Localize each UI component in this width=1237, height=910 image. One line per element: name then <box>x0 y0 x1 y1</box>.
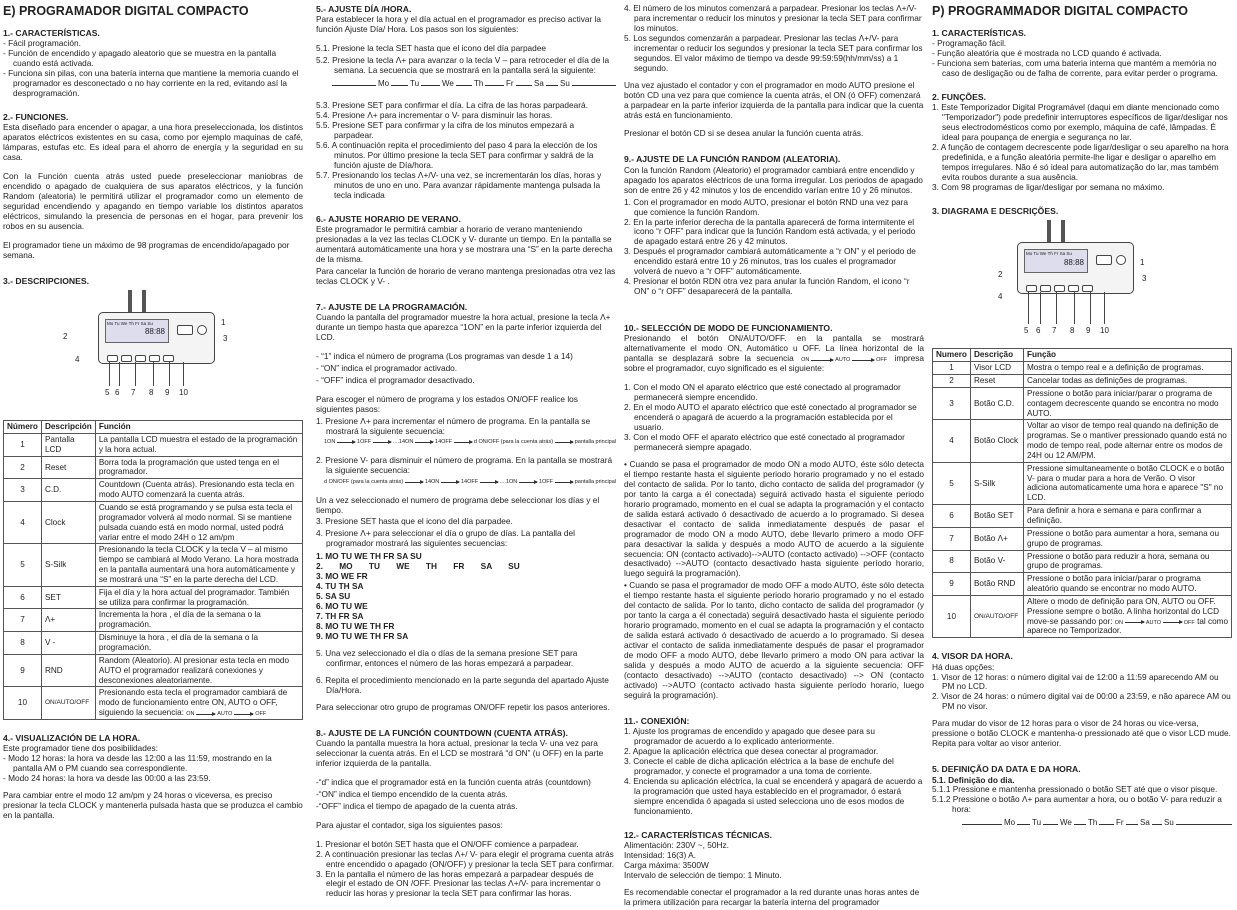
table-row: 9 RND Random (Aleatorio). Al presionar esta tecla en modo AUTO el programador realizará conexiones y desconexiones aleatoriamente. <box>4 654 303 687</box>
heading-features: 1.- CARACTERÍSTICAS. <box>3 28 100 38</box>
bullet: • Cuando se pasa el programador de modo ON a modo AUTO, éste sólo detecta el tiempo restante hasta el siguiente periodo horario programado y no el estado del contacto de salida. Por lo tanto, dicho contacto de salida del programador (y por tanto la carga a él conectada) seguirá activado hasta el siguiente periodo horario programado, momento en el cual se adapta la programación y el contacto de salida estará activado ó desactivado de acuerdo a lo programado. Si desea desactivar el contacto de salida inmediatamente después de pasar el programador de modo ON a modo AUTO, debe llevarlo primero a modo OFF para desactivar la salida y después a modo AUTO de acuerdo a la siguiente secuencia: ON (contacto activado)-->AUTO (contacto activado) -->OFF (contacto desactivado) -->AUTO (contacto desactivado hasta siguiente período horario, luego seguirá la programación). <box>624 458 924 579</box>
feature-item: - Función de encendido y apagado aleatorio que se muestra en la pantalla cuando está activada. <box>3 48 277 69</box>
table-row: 1 Visor LCD Mostra o tempo real e a definição de programas. <box>933 362 1232 375</box>
spec: Intensidad: 16(3) A. <box>624 849 696 860</box>
step: 5. Una vez seleccionado el día o días de la semana presione SET para confirmar, entonces el número de las horas empezará a parpadear. <box>316 647 578 668</box>
spec: Intervalo de selección de tiempo: 1 Minuto. <box>624 869 782 880</box>
day-group: 4. TU TH SA <box>316 581 364 592</box>
plug-pin <box>1061 220 1065 242</box>
spec: Alimentación: 230V ~, 50Hz. <box>624 840 729 851</box>
paragraph: Para ajustar el contador, siga los siguientes pasos: <box>316 819 503 830</box>
text-line: -“OFF” indica el tiempo de apagado de la cuenta atrás. <box>316 800 518 811</box>
heading: 12.- CARACTERÍSTICAS TÉCNICAS. <box>624 829 773 840</box>
paragraph: Para establecer la hora y el día actual en el programador es preciso activar la función Ajuste Día/ Hora. Los pasos son los siguientes: <box>316 14 602 35</box>
paragraph: Para escoger el número de programa y los estados ON/OFF realice los siguientes pasos: <box>316 393 578 414</box>
leader-line <box>1090 292 1091 324</box>
step: 2. A continuación presionar las teclas Λ+/ V- para elegir el programa cuenta atrás entre encendido o apagado (ON/OFF) y presionar la tecla SET para confirmar. <box>316 848 615 869</box>
table-row: 2 Reset Cancelar todas as definições de programas. <box>933 375 1232 388</box>
table-row: 4 Clock Cuando se está programando y se pulsa esta tecla el programador volverá al modo normal. Si se mantiene pulsada cuando está en modo normal, usted podrá variar entre el modo 24H o 12 am/pm <box>4 502 303 544</box>
device-button <box>197 325 207 335</box>
lcd-screen: Mo Tu We Th Fr Sa Su 88:88 <box>1024 249 1088 273</box>
leader-line <box>109 362 110 386</box>
table-row: 3 Botão C.D. Pressione o botão para iniciar/parar o programa de contagem decrescente quando se encontra no modo AUTO. <box>933 387 1232 420</box>
table-row: 8 Botão V- Pressione o botão para reduzir a hora, semana ou grupo de programas. <box>933 550 1232 573</box>
plug-pin <box>142 290 146 312</box>
step: 1. Visor de 12 horas: o número digital vai de 12:00 a 11:59 aparecendo AM ou PM no LCD. <box>932 671 1219 692</box>
paragraph: Este programador le permitirá cambiar a horario de verano manteniendo presionadas a la vez las teclas CLOCK y V- durante un tiempo. En la pantalla se aumentará automáticamente una hora y se mostrara una “S” en la parte derecha de la misma. <box>316 223 613 264</box>
device-button <box>1096 255 1112 265</box>
device-button <box>1068 285 1079 292</box>
step: 6. Repita el procedimiento mencionado en la parte segunda del apartado Ajuste Día/Hora. <box>316 674 609 695</box>
table-row: 10 ON/AUTO/OFF Presionando esta tecla el programador cambiará de modo de funcionamiento entre ON, AUTO o OFF, siguiendo la secuencia: ON AUTO OFF <box>4 687 303 720</box>
plug-pin <box>128 290 132 312</box>
device-button <box>1116 255 1126 265</box>
heading: 10.- SELECCIÓN DE MODO DE FUNCIONAMIENTO. <box>624 323 833 334</box>
step: 3. Presione SET hasta que el icono del día parpadee. <box>316 516 513 527</box>
col-header: Número <box>4 421 42 434</box>
program-sequence-down: d ON/OFF (para la cuenta atrás) 14ON 14OFF ....1ON 1OFF pantalla principal <box>324 478 617 485</box>
lcd-screen: Mo Tu We Th Fr Sa Su 88:88 <box>105 319 169 343</box>
table-row: 7 Botão Λ+ Pressione o botão para aumentar a hora, semana ou grupo de programas. <box>933 527 1232 550</box>
step: 3. Con el modo OFF el aparato eléctrico que esté conectado al programador permanecerá siempre apagado. <box>624 432 905 452</box>
device-button <box>177 325 193 335</box>
device-button <box>163 355 174 362</box>
day-group: 2. MO TU WE TH FR SA SU <box>316 561 520 572</box>
col-header: Función <box>95 421 302 434</box>
table-row: 9 Botão RND Pressione o botão para iniciar/parar o programa aleatório quando se encontrar no modo AUTO. <box>933 573 1232 596</box>
feature-item: - Funciona sem baterias, com uma bateria interna que mantém a memória no caso de desligação ou de falha de corrente, para evitar perder o programa. <box>932 58 1218 79</box>
day-group: 9. MO TU WE TH FR SA <box>316 630 409 641</box>
step: 2. En la parte inferior derecha de la pantalla aparecerá de forma intermitente el icono “r OFF” para indicar que la función Random está activada, y el periodo de apagado estará entre 26 y 42 minutos. <box>624 216 916 247</box>
step: 1. Este Temporizador Digital Programável (daqui em diante mencionado como "Temporizador") pode predefinir interruptores específicos de ligar/desligar nos seus electrodomésticos como por exemplo, máquina de café, lâmpadas. É ideal para poupança de energia e segurança no lar. <box>932 102 1228 143</box>
col-header: Função <box>1023 349 1231 362</box>
leader-line <box>1028 292 1029 324</box>
step: 3. En la pantalla el número de las horas empezará a parpadear después de elegir el estado de ON /OFF. Presionar las teclas Λ+/V- para incrementar o reducir las horas y presionar la tecla SET para confirmar las horas. <box>316 868 601 899</box>
step: 2. Visor de 24 horas: o número digital vai de 00:00 a 23:59, e não aparece AM ou PM no visor. <box>932 691 1231 712</box>
table-row: 1 Pantalla LCD La pantalla LCD muestra el estado de la programación y la hora actual. <box>4 433 303 456</box>
step: 2. En el modo AUTO el aparato eléctrico que esté conectado al programador se encenderá o apagará de acuerdo a la programación establecida por el usuario. <box>624 402 917 433</box>
title-pt: P) PROGRAMMADOR DIGITAL COMPACTO <box>932 4 1189 18</box>
paragraph: Cuando la pantalla del programador muestre la hora actual, presione la tecla Λ+ durante un tiempo hasta que aparezca “1ON” en la parte inferior izquierda del LCD. <box>316 311 611 342</box>
paragraph: Esta diseñado para encender o apagar, a una hora preseleccionada, los distintos aparatos eléctricos existentes en su casa, como por ejemplo maquinas de café, lámparas, estufas etc. Es ideal para el ahorro de energía y la seguridad en su casa. <box>3 122 303 163</box>
feature-item: - Funciona sin pilas, con una batería interna que mantiene la memoria cuando el programador es desconectado o no hay corriente en la red, evitando así la desprogramación. <box>3 68 299 99</box>
heading-time-display: 4.- VISUALIZACIÓN DE LA HORA. <box>3 732 141 743</box>
program-sequence-up: 1ON 1OFF ....14ON 14OFF d ON/OFF (para la cuenta atrás) pantalla principal <box>324 439 617 446</box>
device-button <box>121 355 132 362</box>
step: 5.3. Presione SET para confirmar el día. La cifra de las horas parpadeará. <box>316 100 588 111</box>
text-line: - “OFF” indica el programador desactivado. <box>316 374 475 385</box>
paragraph: Cuando la pantalla muestra la hora actual, presionar la tecla V- una vez para seleccionar la cuenta atrás. En el LCD se mostrará “d ON” (u OFF) en la parte inferior izquierda de la pantalla. <box>316 738 604 768</box>
step: 5.1.2 Pressione o botão Λ+ para aumentar a hora, ou o botão V- para reduzir a hora: <box>932 794 1222 815</box>
step: 1. Presione Λ+ para incrementar el número de programa. En la pantalla se mostrará la siguiente secuencia: <box>316 415 591 436</box>
table-row: 6 SET Fija el día y la hora actual del programador. También se utiliza para confirmar la programación. <box>4 586 303 609</box>
leader-line <box>1040 292 1041 324</box>
device-diagram: Mo Tu We Th Fr Sa Su 88:88 1 2 3 4 5 6 7 8 9 10 <box>43 290 263 420</box>
heading-descriptions: 3.- DESCRIPCIONES. <box>3 275 89 286</box>
paragraph: Para mudar do visor de 12 horas para o visor de 24 horas ou vice-versa, pressione o botão CLOCK e mantenha-o pressionado até que o visor LCD mude. Repita para voltar ao visor anterior. <box>932 718 1231 749</box>
day-group: 8. MO TU WE TH FR <box>316 621 395 632</box>
step: 5.4. Presione Λ+ para incrementar o V- para disminuir las horas. <box>316 110 553 121</box>
step: 2. A função de contagem decrescente pode ligar/desligar o seu aparelho na hora predefinida, e a função aleatória permite-lhe ligar e desligar o aparelho em tempos irregulares. Não é só ideal para automatização do lar, mas também evita roubos durante a sua ausência. <box>932 142 1229 183</box>
paragraph: Para seleccionar otro grupo de programas ON/OFF repetir los pasos anteriores. <box>316 701 610 712</box>
device-diagram: Mo Tu We Th Fr Sa Su 88:88 1 2 3 4 5 6 7 8 9 10 <box>962 220 1182 348</box>
day-sequence: Mo Tu We Th Fr Sa Su <box>332 78 616 92</box>
descriptions-table <box>3 420 303 720</box>
table-row: 10 ON/AUTO/OFF Altere o modo de definição para ON, AUTO ou OFF. Pressione sempre o botão. A linha horizontal do LCD move-se passando por: ON AUTO OFF tal como aparece no Temporizador. <box>933 595 1232 637</box>
day-group: 6. MO TU WE <box>316 601 368 612</box>
table-row: 8 V - Disminuye la hora , el día de la semana o la programación. <box>4 632 303 655</box>
paragraph: El programador tiene un máximo de 98 programas de encendido/apagado por semana. <box>3 239 290 260</box>
column-portuguese <box>932 4 1232 833</box>
paragraph: Para cambiar entre el modo 12 am/pm y 24 horas o viceversa, es preciso presionar la tecla CLOCK y mantenerla pulsada hasta que se produzca el cambio en la pantalla. <box>3 790 303 820</box>
col-header: Descripción <box>41 421 95 434</box>
device-button <box>1040 285 1051 292</box>
step: 5.7. Presionando los teclas Λ+/V- una vez, se incrementarán los días, horas y minutos de uno en uno. Para avanzar rápidamente mantenga pulsada la tecla indicada <box>316 169 602 200</box>
leader-line <box>135 362 136 386</box>
step: 1. Con el programador en modo AUTO, presionar el botón RND una vez para que comience la función Random. <box>624 196 908 217</box>
table-row: 7 Λ+ Incrementa la hora , el día de la semana o la programación. <box>4 609 303 632</box>
heading: 3. DIAGRAMA E DESCRIÇÕES. <box>932 206 1059 217</box>
heading: 7.- AJUSTE DE LA PROGRAMACIÓN. <box>316 301 468 312</box>
bullet: • Cuando se pasa el programador de modo OFF a modo AUTO, éste sólo detecta el tiempo restante hasta el siguiente periodo horario programado y no el estado del contacto de salida. Por lo tanto, dicho contacto de salida del programador (y por tanto la carga a él conectada) seguirá desactivado hasta el siguiente periodo horario programado, momento en el cual se adapta la programación y el contacto de salida estará activado ó desactivado de acuerdo a lo programado. Si desea activar el contacto de salida inmediatamente después de pasar el programador de modo OFF a modo AUTO, debe llevarlo primero a modo ON para activar la salida y después a modo AUTO de acuerdo a la siguiente secuencia: OFF (contacto desactivado) -->AUTO (contacto desactivado) --> ON (contacto activado) -->AUTO (contacto activado hasta siguiente período horario, luego seguirá la programación). <box>624 580 924 700</box>
step: 5.6. A continuación repita el procedimiento del paso 4 para la elección de los minutos. Por último presione la tecla SET para confirmar y saldrá de la función ajuste de Día/hora. <box>316 139 598 170</box>
leader-line <box>153 362 154 386</box>
text-line: Há duas opções: <box>932 661 995 672</box>
text-line: - Modo 12 horas: la hora va desde las 12:00 a las 11:59, mostrando en la pantalla AM o PM cuando sea correspondiente. <box>3 753 272 774</box>
paragraph: Una vez ajustado el contador y con el programador en modo AUTO presione el botón CD una vez para que comience la cuenta atrás, el ON (ó OFF) comenzará a parpadear en la parte inferior izquierda de la pantalla para indicar que la cuenta atrás está en funcionamiento. <box>624 79 924 120</box>
step: 5.1. Presione la tecla SET hasta que el icono del día parpadee <box>316 43 547 54</box>
device-button <box>1054 285 1065 292</box>
text-line: -“ON” indica el tiempo encendido de la cuenta atrás. <box>316 788 508 799</box>
text-line: - Modo 24 horas: la hora va desde las 00:00 a las 23:59. <box>3 773 211 784</box>
table-row: 3 C.D. Countdown (Cuenta atrás). Presionando esta tecla en modo AUTO comenzará la cuenta atrás. <box>4 479 303 502</box>
day-group: 3. MO WE FR <box>316 571 368 582</box>
device-button <box>135 355 146 362</box>
device-body <box>98 312 215 364</box>
heading-functions: 2.- FUNCIONES. <box>3 112 69 123</box>
step: 3. Conecte el cable de dicha aplicación eléctrica a la base de enchufe del programador, y conecte el programador a una toma de corriente. <box>624 755 894 776</box>
heading: 8.- AJUSTE DE LA FUNCIÓN COUNTDOWN (CUENTA ATRÁS). <box>316 727 568 738</box>
device-body <box>1017 242 1134 294</box>
paragraph: Presionar el botón CD si se desea anular la función cuenta atrás. <box>624 128 864 139</box>
leader-line <box>1056 292 1057 324</box>
table-row: 2 Reset Borra toda la programación que usted tenga en el programador. <box>4 456 303 479</box>
step: 4. El número de los minutos comenzará a parpadear. Presionar los teclas Λ+/V- para incrementar o reducir los minutos y presionar la tecla SET para confirmar los minutos. <box>624 3 922 33</box>
step: 4. Presionar el botón RDN otra vez para anular la función Random, el icono “r ON” o “r OFF” desaparecerá de la pantalla. <box>624 276 910 297</box>
spec: Carga máxima: 3500W <box>624 859 709 870</box>
device-button <box>1082 285 1093 292</box>
device-button <box>1026 285 1037 292</box>
heading: 2. FUNÇÕES. <box>932 92 986 103</box>
heading: 11.- CONEXIÓN: <box>624 715 690 726</box>
table-row: 5 S-Silk Presionando la tecla CLOCK y la tecla V – al mismo tiempo se cambiará al Modo Verano. La hora mostrada en la pantalla aumentará una hora automáticamente y se mostrará una “S” en la parte derecha del LCD. <box>4 544 303 586</box>
text-line: - “1” indica el número de programa (Los programas van desde 1 a 14) <box>316 350 573 361</box>
leader-line <box>119 362 120 386</box>
table-row: 5 S-Silk Pressione simultaneamente o botão CLOCK e o botão V- para o mudar para a hora de Verão. O visor adiciona automaticamente uma hora e aparece "S" no LCD. <box>933 462 1232 504</box>
step: 1. Ajuste los programas de encendido y apagado que desee para su programador de acuerdo a lo explicado anteriormente. <box>624 726 875 747</box>
table-row: 4 Botão Clock Voltar ao visor de tempo real quando na definição de programas. Se o mantiver pressionado quando está no modo de tempo real, pode alternar entre os modos de 24H ou 12 AM/PM. <box>933 420 1232 462</box>
paragraph: Es recomendable conectar el programador a la red durante unas horas antes de la primera utilización para recargar la batería interna del programador <box>624 886 920 907</box>
table-row: 6 Botão SET Para definir a hora e semana e para confirmar a definição. <box>933 505 1232 528</box>
title-es: E) PROGRAMADOR DIGITAL COMPACTO <box>3 4 249 18</box>
leader-line <box>183 362 184 386</box>
leader-line <box>169 362 170 386</box>
step: 5.5. Presione SET para confirmar y la cifra de los minutos empezará a parpadear. <box>316 119 575 140</box>
day-group: 1. MO TU WE TH FR SA SU <box>316 551 422 562</box>
day-group: 5. SA SU <box>316 591 351 602</box>
col-header: Descrição <box>970 349 1023 362</box>
column-spanish-1 <box>3 4 303 823</box>
leader-line <box>1074 292 1075 324</box>
text-line: - “ON” indica el programador activado. <box>316 362 458 373</box>
step: 1. Con el modo ON el aparato eléctrico que esté conectado al programador permanecerá siempre encendido. <box>624 382 901 403</box>
paragraph: Un a vez seleccionado el numero de programa debe seleccionar los días y el tiempo. <box>316 494 600 515</box>
paragraph: Presionando el botón ON/AUTO/OFF. en la pantalla se mostrará alternativamente el modo ON, Automático u OFF. La línea horizontal de la pantalla se desplazará sobre la secuencia <box>624 333 924 364</box>
heading: 4. VISOR DA HORA. <box>932 651 1013 662</box>
step: 3. Com 98 programas de ligar/desligar por semana no máximo. <box>932 182 1165 193</box>
device-button <box>107 355 118 362</box>
feature-item: - Fácil programación. <box>3 38 81 49</box>
heading: 6.- AJUSTE HORARIO DE VERANO. <box>316 213 461 224</box>
descriptions-table-pt <box>932 348 1232 638</box>
column-spanish-2 <box>316 4 616 899</box>
step: 2. Presione V- para disminuir el número de programa. En la pantalla se mostrará la siguiente secuencia: <box>316 455 613 476</box>
paragraph: Con la Función cuenta atrás usted puede preseleccionar maniobras de encendido o apagado de cualquiera de sus aparatos eléctricos, y la función Random (aleatoria) le permitirá utilizar el programador como un elemento de seguridad encendiendo y apagando en tiempo variable los distintos aparatos eléctricos, simulando la presencia de personas en el hogar, para prevenir los robos en su ausencia. <box>3 171 303 231</box>
step: 2. Apague la aplicación eléctrica que desea conectar al programador. <box>624 746 879 757</box>
column-spanish-3: 4. El número de los minutos comenzará a parpadear. Presionar los teclas Λ+/V- para incrementar o reducir los minutos y presionar la tecla SET para confirmar los minutos. 5. Los segundos comenzarán a parpadear. Presionar las teclas Λ+/V- para incrementar o reducir los segundos y presionar la tecla SET para confirmar los segundos. El valor máximo de tiempo va desde 99:59:59(hh/mm/ss) a 1 segundo. Una vez ajustado el contador y con el programador en modo AUTO presione el botón CD una vez para que comience la cuenta atrás, el ON (ó OFF) comenzará a parpadear en la parte inferior izquierda de la pantalla para indicar que la cuenta atrás está en funcionamiento. Presionar el botón CD si se desea anular la función cuenta atrás. 9.- AJUSTE DE LA FUNCIÓN RANDOM (ALEATORIA). Con la función Random (Aleatorio) el programador cambiará entre encendido y apagado los aparatos eléctricos de una forma irregular. Los periodos de apagado son de entre 26 y 42 minutos y los de encendido varían entre 10 y 26 minutos. 1. Con el programador en modo AUTO, presionar el botón RND una vez para que comience la función Random. 2. En la parte inferior derecha de la pantalla aparecerá de forma intermitente el icono “r OFF” para indicar que la función Random está activada, y el periodo de apagado estará entre 26 y 42 minutos. 3. Después el programador cambiará automáticamente a “r ON” y el periodo de encendido estará entre 10 y 26 minutos, tras los cuales el programador volverá de nuevo a “r OFF” automáticamente. 4. Presionar el botón RDN otra vez para anular la función Random, el icono “r ON” o “r OFF” desaparecerá de la pantalla. 10.- SELECCIÓN DE MODO DE FUNCIONAMIENTO. Presionando el botón ON/AUTO/OFF. en la pantalla se mostrará alternativamente el modo ON, Automático u OFF. La línea horizontal de la pantalla se desplazará sobre la secuencia ON AUTO OFF impresa sobre el programador, cuyo significado es el siguiente: 1. Con el modo ON el aparato eléctrico que esté conectado al programador permanecerá siempre encendido. 2. En el modo AUTO el aparato eléctrico que esté conectado al programador se encenderá o apagará de acuerdo a la programación establecida por el usuario. 3. Con el modo OFF el aparato eléctrico que esté conectado al programador permanecerá siempre apagado. • Cuando se pasa el programador de modo ON a modo AUTO, éste sólo detecta el tiempo restante hasta el siguiente periodo horario programado y no el estado del contacto de salida. Por lo tanto, dicho contacto de salida del programador (y por tanto la carga a él conectada) seguirá activado hasta el siguiente periodo horario programado, momento en el cual se adapta la programación y el contacto de salida estará activado ó desactivado de acuerdo a lo programado. Si desea desactivar el contacto de salida inmediatamente después de pasar el programador de modo ON a modo AUTO, debe llevarlo primero a modo OFF para desactivar la salida y después a modo AUTO de acuerdo a la siguiente secuencia: ON (contacto activado)-->AUTO (contacto activado) -->OFF (contacto desactivado) -->AUTO (contacto desactivado hasta siguiente período horario, luego seguirá la programación). • Cuando se pasa el programador de modo OFF a modo AUTO, éste sólo detecta el tiempo restante hasta el siguiente periodo horario programado y no el estado del contacto de salida. Por lo tanto, dicho contacto de salida del programador (y por tanto la carga a él conectada) seguirá desactivado hasta el siguiente periodo horario programado, momento en el cual se adapta la programación y el contacto de salida estará activado ó desactivado de acuerdo a lo programado. Si desea activar el contacto de salida inmediatamente después de pasar el programador de modo OFF a modo AUTO, debe llevarlo primero a modo ON para activar la salida y después a modo AUTO de acuerdo a la siguiente secuencia: OFF (contacto desactivado) -->AUTO (contacto desactivado) --> ON (contacto activado) -->AUTO (contacto activado hasta siguiente período horario, luego seguirá la programación). 11.- CONEXIÓN: 1. Ajuste los programas de encendido y apagado que desee para su programador de acuerdo a lo explicado anteriormente. 2. Apague la aplicación eléctrica que desea conectar al programador. 3. Conecte el cable de dicha aplicación eléctrica a la base de enchufe del programador, y conecte el programador a una toma de corriente. 4. Encienda su aplicación eléctrica, la cual se encenderá y apagará de acuerdo a la programación que usted haya establecido en el programador, ó estará siempre encendida ó apagada si usted selecciona uno de esos modos de funcionamiento. 12.- CARACTERÍSTICAS TÉCNICAS. Alimentación: 230V ~, 50Hz. Intensidad: 16(3) A. Carga máxima: 3500W Intervalo de selección de tiempo: 1 Minuto. Es recomendable conectar el programador a la red durante unas horas antes de la primera utilización para recargar la batería interna del programador <box>624 3 924 907</box>
text-line: Este programador tiene dos posibilidades: <box>3 743 158 754</box>
step: 4. Encienda su aplicación eléctrica, la cual se encenderá y apagará de acuerdo a la programación que usted haya establecido en el programador, ó estará siempre encendida ó apagada si usted selecciona uno de esos modos de funcionamiento. <box>624 775 923 816</box>
feature-item: - Função aleatória que é mostrada no LCD quando é activada. <box>932 48 1162 59</box>
day-group: 7. TH FR SA <box>316 611 364 622</box>
paragraph: Para cancelar la función de horario de verano mantenga presionadas otra vez las teclas CLOCK y V- . <box>316 265 616 286</box>
subheading: 5.1. Definição do dia. <box>932 774 1015 785</box>
heading: 5. DEFINIÇÃO DA DATA E DA HORA. <box>932 764 1081 775</box>
day-sequence-pt: Mo Tu We Th Fr Sa Su <box>962 817 1232 831</box>
step: 1. Presionar el botón SET hasta que el ON/OFF comience a parpadear. <box>316 838 579 849</box>
device-button <box>149 355 160 362</box>
text-line: -“d” indica que el programador está en la función cuenta atrás (countdown) <box>316 776 591 787</box>
feature-item: - Programação fácil. <box>932 38 1007 49</box>
paragraph: Con la función Random (Aleatorio) el programador cambiará entre encendido y apagado los aparatos eléctricos de una forma irregular. Los periodos de apagado son de entre 26 y 42 minutos y los de encendido varían entre 10 y 26 minutos. <box>624 164 923 195</box>
step: 5.2. Presione la tecla Λ+ para avanzar o la tecla V – para retroceder el día de la semana. La secuencia que se mostrará en la pantalla será la siguiente: <box>316 55 610 76</box>
step: 4. Presione Λ+ para seleccionar el día o grupo de días. La pantalla del programador mostrará las siguientes secuencias: <box>316 528 575 549</box>
heading: 9.- AJUSTE DE LA FUNCIÓN RANDOM (ALEATORIA). <box>624 154 841 165</box>
mode-sequence: ON AUTO OFF <box>801 357 888 364</box>
plug-pin <box>1047 220 1051 242</box>
step: 5. Los segundos comenzarán a parpadear. Presionar las teclas Λ+/V- para incrementar o reducir los segundos y presionar la tecla SET para confirmar los segundos. El valor máximo de tiempo va desde 99:59:59(hh/mm/ss) a 1 segundo. <box>624 32 923 73</box>
step: 5.1.1 Pressione e mantenha pressionado o botão SET até que o visor pisque. <box>932 784 1218 795</box>
heading: 1. CARACTERÍSTICAS. <box>932 28 1027 38</box>
step: 3. Después el programador cambiará automáticamente a “r ON” y el periodo de encendido estará entre 10 y 26 minutos, tras los cuales el programador volverá de nuevo a “r OFF” automáticamente. <box>624 246 916 277</box>
leader-line <box>1104 292 1105 324</box>
col-header: Numero <box>933 349 971 362</box>
heading: 5.- AJUSTE DÍA /HORA. <box>316 4 412 14</box>
